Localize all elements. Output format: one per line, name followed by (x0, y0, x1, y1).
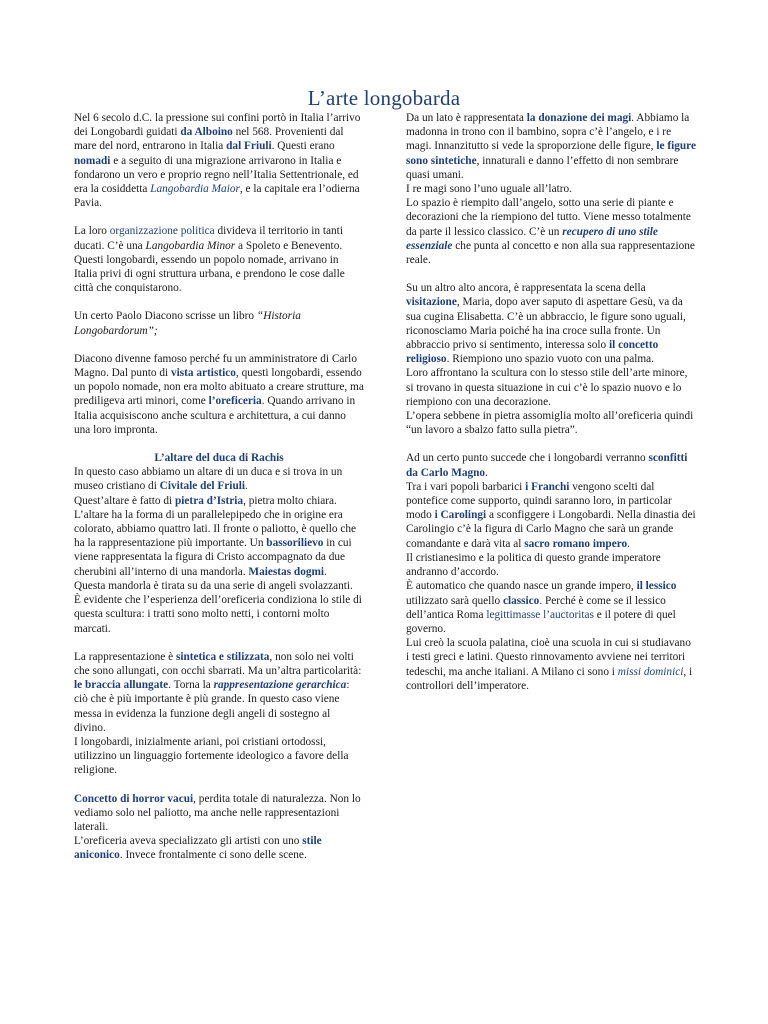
highlight: Concetto di horror vacui (74, 792, 194, 805)
highlight: vista artistico (170, 367, 236, 380)
italic-term: Langobardia Minor (145, 239, 236, 252)
text: Nel 6 secolo d.C. la pressione sui confini portò in Italia l’arrivo dei Longobardi guidati (74, 112, 361, 139)
paragraph-representation (74, 650, 364, 778)
text: Lo spazio è riempito dall’angelo, sotto una serie di piante e decorazioni che la riempiono del tutto. Viene messo totalmente da parte il lessico classico. C’è un (406, 197, 691, 238)
highlight: le figure sono sintetiche (406, 140, 696, 167)
text: Da un lato è rappresentata (406, 112, 527, 124)
text: , non solo nei volti che sono allungati, con occhi sbarrati. Ma un’altra particolarità: (74, 650, 362, 677)
right-column (406, 111, 696, 693)
text: Lui creò la scuola palatina, cioè una scuola in cui si studiavano i testi greci e latini. Questo rinnovamento avviene nei territori tedeschi, ma anche italiani. A Milano ci sono i (406, 637, 691, 678)
highlight: nomadi (74, 154, 111, 167)
paragraph-intro (74, 111, 364, 210)
text: È automatico che quando nasce un grande impero, (406, 580, 637, 593)
highlight: le braccia allungate (74, 679, 169, 692)
highlight-italic: rappresentazione gerarchica (213, 679, 347, 692)
text: Questa mandorla è tirata su da una serie di angeli svolazzanti. (74, 579, 353, 592)
paragraph-visitazione (406, 281, 696, 437)
highlight-italic: recupero di uno stile essenziale (406, 225, 658, 252)
highlight: classico (502, 594, 540, 607)
text: . Abbiamo la madonna in trono con il bambino, sopra c’è l’angelo, e i re magi. Innanzitutto si vede la sproporzione delle figure, (406, 112, 690, 153)
text: L’opera sebbene in pietra assomiglia molto all’oreficeria quindi “un lavoro a sbalzo fatto sulla pietra”. (406, 410, 694, 437)
text: Tra i vari popoli barbarici (406, 480, 526, 493)
paragraph-horror-vacui (74, 792, 364, 863)
text: e a seguito di una migrazione arrivarono in Italia e fondarono un vero e proprio regno nell’Italia Settentrionale, ed era la cosiddetta (74, 154, 359, 196)
text: È evidente che l’esperienza dell’oreficeria condiziona lo stile di questa scultura: i tratti sono molto netti, i contorni molto marcati. (74, 594, 362, 635)
text: I re magi sono l’uno uguale all’latro. (406, 183, 572, 196)
text: L’oreficeria aveva specializzato gli artisti con uno (74, 835, 303, 848)
text: , pietra molto chiara. L’altare ha la forma di un parallelepipedo che in origine era colorato, abbiamo quattro lati. Il fronte o paliotto, è quello che ha la rappresentazione più importante. Un (74, 494, 357, 550)
text: Ad un certo punto succede che i longobardi verranno (406, 452, 649, 465)
text: , perdita totale di naturalezza. Non lo vediamo solo nel paliotto, ma anche nelle rappresentazioni laterali. (74, 792, 361, 833)
italic-term: missi dominici (617, 665, 684, 678)
text: : ciò che è più importante è più grande. In questo caso viene messa in evidenza la funzione degli angeli di sostegno al divino. (74, 679, 350, 734)
highlight: il lessico (636, 580, 677, 593)
text: In questo caso abbiamo un altare di un duca e si trova in un museo cristiano di (74, 466, 343, 493)
highlight: bassorilievo (266, 537, 324, 550)
highlight: sconfitti da Carlo Magno (406, 452, 688, 479)
highlight: pietra d’Istria (175, 494, 244, 507)
text: a Spoleto e Benevento. Questi longobardi, essendo un popolo nomade, arrivano in Italia privi di ogni struttura urbana, e prendono le cose dalle città che conquistarono. (74, 239, 345, 295)
text: Su un altro alto ancora, è rappresentata la scena della (406, 282, 646, 295)
text: . (627, 537, 630, 550)
highlight: la donazione dei magi (526, 112, 632, 124)
text: , i controllori dell’imperatore. (406, 665, 693, 692)
text: . Invece frontalmente ci sono delle scene. (119, 849, 307, 862)
highlight: i Franchi (525, 480, 570, 493)
text: . (245, 480, 248, 493)
highlight: sintetica e stilizzata (175, 650, 270, 663)
text: . (485, 466, 488, 479)
paragraph-diacono (74, 309, 364, 337)
text: Un certo Paolo Diacono scrisse un libro (74, 310, 257, 323)
highlight: da Alboino (180, 126, 233, 139)
text: . (324, 565, 327, 578)
text: vengono scelti dal pontefice come supporto, quindi saranno loro, in particolar modo (406, 480, 672, 522)
text: I longobardi, inizialmente ariani, poi cristiani ortodossi, utilizzino un linguaggio fortemente ideologico a favore della religione. (74, 735, 349, 777)
text: La loro (74, 225, 110, 238)
text: Diacono divenne famoso perché fu un amministratore di Carlo Magno. Dal punto di (74, 352, 357, 380)
highlight: l’oreficeria (208, 395, 262, 408)
highlight: Civitale del Friuli (159, 480, 246, 493)
highlight: il concetto religioso (406, 339, 659, 366)
italic-term: “Historia Longobardorum”; (74, 310, 301, 337)
page-title: L’arte longobarda (307, 86, 461, 110)
text: , Maria, dopo aver saputo di aspettare Gesù, va da sua cugina Elisabetta. C’è un abbraccio, le figure sono uguali, riconosciamo Maria poiché ha ina croce sulla fronte. Un abbraccio privo si sentimento, interessa solo (406, 296, 686, 352)
text: , e la capitale era l’odierna Pavia. (74, 183, 360, 210)
text: nel 568. Provenienti dal mare del nord, entrarono in Italia (74, 126, 344, 153)
text: . Quando arrivano in Italia acquisiscono anche scultura e architettura, a cui danno una loro impronta. (74, 395, 356, 436)
text: a sconfiggere i Longobardi. Nella dinastia dei Carolingio c’è la figura di Carlo Magno che sarà un grande comandante e darà vita al (406, 509, 696, 550)
text: che punta al concetto e non alla sua rappresentazione reale. (406, 239, 695, 267)
text: , innaturali e danno l’effetto di non sembrare quasi umani. (406, 154, 679, 181)
paragraph-altar (74, 465, 364, 635)
text: La rappresentazione è (74, 650, 176, 663)
text: utilizzato sarà quello (406, 594, 503, 607)
text: Il cristianesimo e la politica di questo grande imperatore andranno d’accordo. (406, 551, 661, 579)
paragraph-magi (406, 111, 696, 267)
highlight: i Carolingi (434, 509, 487, 522)
text: divideva il territorio in tanti ducati. C’è una (74, 225, 343, 252)
highlight: Maiestas dogmi (248, 565, 325, 578)
text: . Torna la (168, 679, 214, 692)
text: Quest’altare è fatto di (74, 494, 175, 507)
text: Loro affrontano la scultura con lo stesso stile dell’arte minore, si trovano in questa situazione in cui c’è lo spazio nuovo e lo riempiono con una decorazione. (406, 367, 688, 408)
text: . Riempiono uno spazio vuoto con una palma. (446, 353, 654, 366)
text: in cui viene rappresentata la figura di Cristo accompagnato da due cherubini all’interno di una mandorla. (74, 537, 352, 578)
text: . Perché è come se il lessico dell’antica Roma (406, 594, 666, 621)
text: . Questi erano (271, 140, 335, 153)
highlight: sacro romano impero (524, 537, 628, 550)
highlight: dal Friuli (226, 140, 272, 153)
link-term: organizzazione politica (109, 225, 215, 238)
text: , questi longobardi, essendo un popolo nomade, non era molto abituato a creare strutture, ma prediligeva arti minori, come (74, 367, 364, 408)
paragraph-carlo-magno (406, 451, 696, 692)
paragraph-organization (74, 224, 364, 295)
link-term: legittimasse l’auctoritas (486, 608, 594, 621)
section-heading: L’altare del duca di Rachis (154, 452, 284, 465)
highlight: visitazione (406, 296, 457, 309)
italic-term: Langobardia Maior (150, 183, 240, 196)
text: e il potere di quel governo. (406, 608, 676, 635)
highlight: stile aniconico (74, 835, 322, 862)
left-column (74, 111, 364, 863)
paragraph-artistic (74, 352, 364, 437)
